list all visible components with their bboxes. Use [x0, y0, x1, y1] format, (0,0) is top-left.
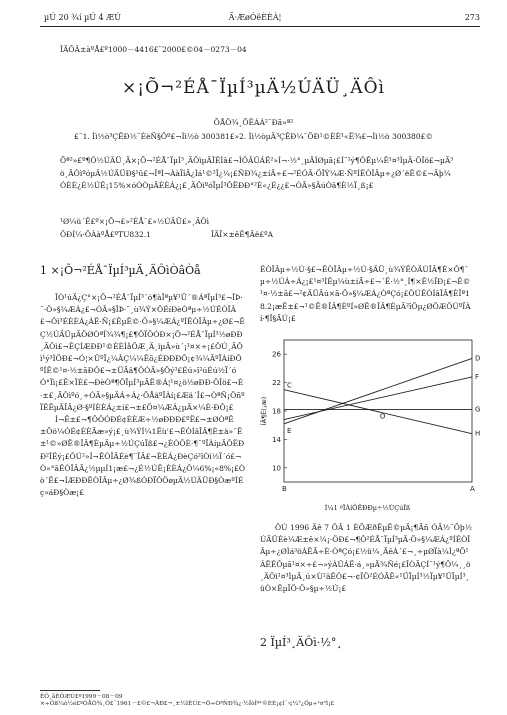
section-1-paragraph: ÎÒ¹úÄ¿Ç°×¡Õ¬²ÉÅ¯ÏµÍ³´ó¶àÎªµ¥¹Ü´®ÁªÏµÍ³£¬ÎÞ·¨·Ö»§¼ÆÁ¿£¬ÓÃ»§ÎÞ·¨¸ù¾Ý×ÔÉíÐèÒªµ÷½ÚÊÒÎÂ£¬Ôì³ÉÈÈÁ¿ÀË·Ñ¡£ÊµÊ©·Ö»§¼ÆÁ¿ºÍÊÒÎÂµ÷¿Ø£¬ÊÇ½ÚÄÜµÄÖØÒªÍ¾¾¶¡£¶ÔÏÖÓÐ×¡Õ¬²ÉÅ¯ÏµÍ³½øÐÐ¸ÄÔì£¬ÊÇÍÆÐÐ¹©ÈÈÌåÖÆ¸Ä¸ïµÄ»ù´¡¹¤×÷¡£ÔÚ¸ÄÔì¹ý³ÌÖÐ£¬Ó¦×ÛºÏ¿¼ÂÇ¼¼Êõ¿ÉÐÐÐÔ¡¢¾¼ÃºÏÀíÐÔºÍÊ©¹¤·½±ãÐÔ£¬±ÜÃâ¶ÔÓÃ»§Õý³£Éú»î²úÉú½Ï´óÓ°Ïì¡£Ê×ÏÈ£¬ÐèÒª¶ÔÏµÍ³µÄË®Á¦¹¤¿ö½øÐÐ·ÖÎö£¬È·±£¸ÄÔìºó¸÷ÓÃ»§µÄÁ÷Á¿·ÖÅäºÏÀí¡£Æä´Î£¬ÒªÑ¡ÔñºÏÊÊµÄÎÂ¿Ø·§ºÍÈÈÁ¿±í£¬±£Ö¤¼ÆÁ¿µÄ×¼È·ÐÔ¡£ — [40, 293, 245, 412]
series-line-3 — [284, 390, 472, 434]
footnote-rule — [40, 690, 100, 691]
article-number: ÎÄÕÂ±àºÅ£º1000－4416£¨2000£©04－0273－04 — [60, 45, 247, 54]
point-label-B: B — [282, 485, 287, 493]
series-line-1 — [284, 377, 472, 420]
figure-1-chart — [258, 332, 480, 500]
section-1-heading: 1 ×¡Õ¬²ÉÅ¯ÏµÍ³µÄ¸ÄÔìÒâÒå — [40, 264, 201, 277]
y-axis-label: ÎÂ¶È(¡æ) — [260, 396, 268, 426]
abstract: Õª²»£º¶Ô½ÚÄÜ¸Ä×¡Õ¬²ÉÅ¯ÏµÍ³¸ÄÔìµÄÎÊÌâ£¬ÌÔÂÛÁË²»Í¬·½°¸µÄÌØµã¡£Í¨¹ý¶ÔÊµ¼Ê¹¤³ÌµÄ·ÖÎö£¬µÃ³ö¸ÄÔìºóµÄ½ÚÄÜÐ§¹û£¬ÎªÍ¬ÀàÏîÄ¿Ìá¹©²Î¿¼¡£ÑÐ¾¿±íÃ÷£¬²ÉÓÃ·ÖÎÝ¼Æ·ÑºÍÊÒÎÂµ÷¿Ø´ëÊ©£¬Äþ¼ÓÈÈ¿É½ÚÊ¡15%×óÓÒµÄÈÈÁ¿¡£¸ÄÔìºóÏµÍ³ÔËÐÐ°²È«¿É¿¿£¬ÓÃ»§ÂúÒâ¶È½Ï¸ß¡£ — [60, 156, 454, 190]
section-2-heading: 2 ÏµÍ³¸ÄÔì·½°¸ — [260, 636, 342, 649]
header-rule — [40, 26, 480, 27]
journal-volume: µÚ 20 ¾í µÚ 4 ÆÚ — [44, 13, 121, 22]
right-column-body — [260, 522, 472, 614]
left-column — [40, 292, 245, 682]
section-1-paragraph-2: Í¬Ê±£¬¶ÔÔÓÐÉ¢ÈÈÆ÷½øÐÐÐ£ºË£¬±ØÒªÊ±Ôö¼ÓÉ¢ÈÈÃæ»ý¡£¸ù¾ÝÍ¼1Ëùʾ£¬ÊÒÍâÎÂ¶È±ä»¯Ê±¹©»ØË®ÎÂ¶ÈµÄµ÷½ÚÇúÏß£¬¿ÉÒÔÈ·¶¨ºÏÀíµÄÔËÐÐ²ÎÊý¡£ÔÚ²»Í¬ÊÒÎÂÉè¶¨ÏÂ£¬ÈÈÁ¿ÐèÇó²îÒì½Ï´ó£¬Ò»°ãÊÒÎÂÃ¿½µµÍ1¡æ£¬¿É½ÚÊ¡ÈÈÁ¿Ô¼6%¡«8%¡£Òò´Ë£¬ÍÆÐÐÊÒÎÂµ÷¿Ø¾ßÓÐÏÔÖøµÄ½ÚÄÜÐ§ÒæºÍÉç»áÐ§Òæ¡£ — [40, 415, 245, 498]
y-tick-label-4: 10 — [272, 464, 281, 473]
series-line-0 — [284, 358, 472, 423]
affiliations: £¨1. Ìì½ò³ÇÊÐ½¨ÉèÑ§Ôº£¬Ìì½ò 300381£»2. Ìì½òµÄ³ÇÊÐ¼¯ÖÐ¹©ÈÈ¹«Ë¾£¬Ìì½ò 300380£© — [74, 132, 433, 141]
journal-name: Ã·ÆøÓëÈÈÀ¦ — [228, 13, 282, 22]
plot-frame — [284, 340, 472, 482]
point-label-D: D — [475, 354, 480, 363]
classification-line — [60, 230, 455, 239]
author-bio: ×÷Õß¼ò½é£ºÕÅÖ¾¸Õ£¨1961－£©£¬ÄÐ£¬¸±½ÌÊÚ£¬Ö÷ÒªÑÐ¾¿·½ÏòÎª¹©ÈÈ¡¢Í¨·ç¼°¿Õµ÷¹¤³Ì¡£ — [40, 701, 335, 707]
y-tick-label-1: 22 — [272, 379, 281, 388]
figure-1-caption: Í¼1 ºÏÀíÔËÐÐµ÷½ÚÇúÏß — [324, 504, 411, 512]
y-tick-label-0: 26 — [272, 350, 281, 359]
keyword-line — [60, 217, 455, 226]
point-label-G: G — [475, 405, 480, 414]
document-code: ÎÄÏ×±êÊ¶Âë£ºA — [210, 230, 274, 239]
point-label-F: F — [475, 372, 480, 381]
point-label-A: A — [470, 485, 475, 493]
clc-number: ÖÐÍ¼·ÖÀàºÅ£ºTU832.1 — [60, 230, 151, 239]
page-number: 273 — [464, 13, 480, 22]
right-column-top — [260, 264, 472, 326]
point-label-O: O — [379, 412, 386, 421]
y-tick-label-3: 14 — [272, 435, 281, 444]
point-label-H: H — [475, 429, 480, 438]
paper-title: ×¡Õ¬²ÉÅ¯ÏµÍ³µÄ½ÚÄÜ¸ÄÔì — [122, 78, 385, 98]
right-column-paragraph: ÊÒÎÂµ÷½Ú·§£¬ÊÒÎÂµ÷½Ú·§ÄÜ¸ù¾ÝÊÒÄÚÎÂ¶È×Ô¶¯µ÷½ÚÁ÷Á¿¡£¹¤³ÌÊµ¼ù±íÃ÷£¬´Ë·½°¸Í¶×Ê½ÏÐ¡£¬Ê©¹¤·½±ã£¬²¢ÄÜÂú×ã·Ö»§¼ÆÁ¿ÒªÇó¡£ÔÚÊÒÍâÎÂ¶ÈÎª18.2¡æÊ±£¬¹©Ë®ÎÂ¶ÈºÍ»ØË®ÎÂ¶ÈµÄ²îÖµ¿ØÖÆÔÚºÏÀí·¶Î§ÄÚ¡£ — [260, 265, 471, 323]
y-tick-label-2: 18 — [272, 407, 281, 416]
received-date: ÊÕ¸åÈÕÆÚ£º1999－08－09 — [40, 694, 123, 700]
keywords: ¹Ø¼ü´Ê£º×¡Õ¬£»²ÉÅ¯£»½ÚÄÜ£»¸ÄÔì — [60, 217, 210, 226]
point-label-E: E — [287, 426, 292, 435]
right-column-paragraph-2: ÔÚ 1996 Äê 7 ÔÂ 1 ÈÕÆðÊµÊ©µÄ¡¶Ãñ ÓÃ½¨Öþ½ÚÄÜÉè¼Æ±ê×¼¡·ÖÐ£¬¶Ô²ÉÅ¯ÏµÍ³µÄ·Ö»§¼ÆÁ¿ºÍÊÒÎÂµ÷¿ØÌá³öÁËÃ÷È·ÒªÇó¡£½ü¼¸ÄêÀ´£¬¸÷µØÏà¼Ì¿ªÕ¹ÁËÊÔµã¹¤×÷£¬»ýÀÛÁË·á¸»µÄ¾Ñé¡£ÎÒÃÇÍ¨¹ý¶Ô¼¸¸ö¸ÄÔì¹¤³ÌµÄ¸ú×Ù²âÊÔ£¬·¢ÏÖ²ÉÓÃË«¹ÜÏµÍ³½Ïµ¥¹ÜÏµÍ³¸üÒ×ÊµÏÖ·Ö»§µ÷½Ú¡£ — [260, 523, 472, 594]
footnote — [40, 694, 480, 708]
author-list: ÕÅÖ¾¸ÕÊÁÁ²¨Ðã»ª² — [213, 118, 294, 127]
point-label-C: C — [287, 381, 292, 390]
